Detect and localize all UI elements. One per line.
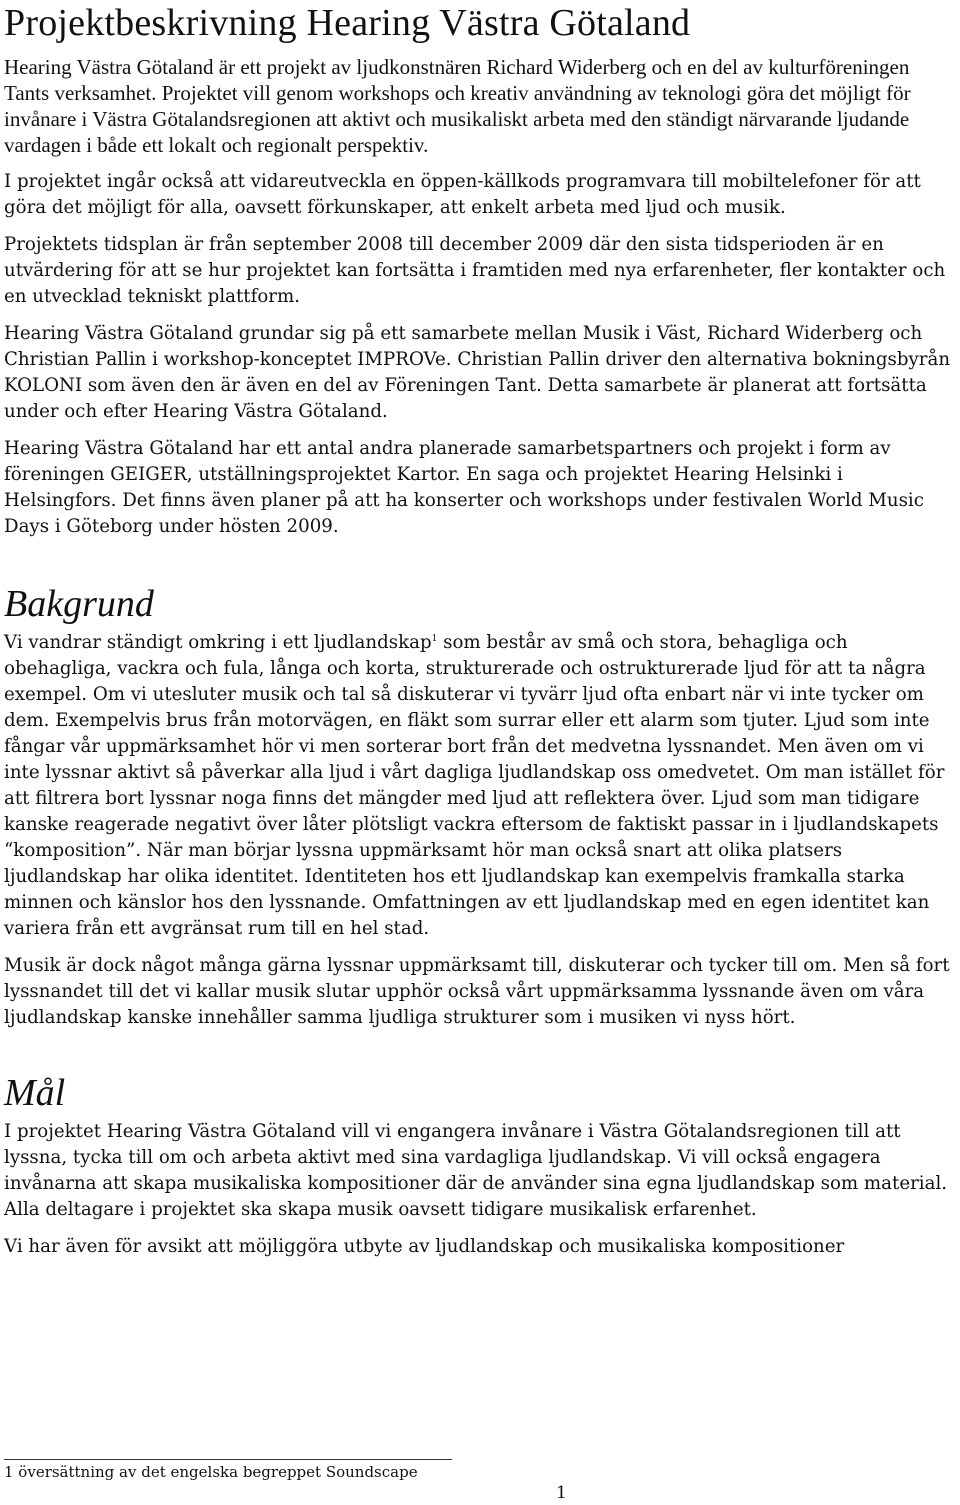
section-heading-bakgrund: Bakgrund [4, 583, 154, 625]
bakgrund-paragraph-1 [4, 630, 956, 942]
paragraph-timeline: Projektets tidsplan är från september 2008 till december 2009 där den sista tidsperioden är en utvärdering för att se hur projektet kan fortsätta i framtiden med nya erfarenheter, fler kontakter och en utvecklad tekniskt plattform. [4, 234, 946, 307]
bakgrund-p1-start: Vi vandrar ständigt omkring i ett ljudlandskap [4, 632, 432, 653]
section-heading-mal: Mål [4, 1072, 66, 1114]
page-number: 1 [556, 1483, 567, 1503]
paragraph-collaboration: Hearing Västra Götaland grundar sig på ett samarbete mellan Musik i Väst, Richard Widerberg och Christian Pallin i workshop-konceptet IMPROVe. Christian Pallin driver den alternativa bokningsbyrån KOLONI som även den är även en del av Föreningen Tant. Detta samarbete är planerat att fortsätta under och efter Hearing Västra Götaland. [4, 323, 951, 422]
document-page [4, 0, 956, 1260]
footnote-separator [4, 1459, 452, 1460]
mal-paragraph-2: Vi har även för avsikt att möjliggöra utbyte av ljudlandskap och musikaliska kompositioner [4, 1236, 845, 1257]
bakgrund-paragraph-2: Musik är dock något många gärna lyssnar uppmärksamt till, diskuterar och tycker till om. Men så fort lyssnandet till det vi kallar musik slutar upphör också vårt uppmärksamma lyssnande även om våra ljudlandskap kanske innehåller samma ljudliga strukturer som i musiken vi nyss hört. [4, 955, 950, 1028]
bakgrund-p1-rest: som består av små och stora, behagliga och obehagliga, vackra och fula, långa och korta, strukturerade och ostrukturerade ljud för att ta några exempel. Om vi utesluter musik och tal så diskuterar vi tyvärr ljud ofta enbart när vi inte tycker om dem. Exempelvis brus från motorvägen, en fläkt som surrar eller ett alarm som tjuter. Ljud som inte fångar vår uppmärksamhet hör vi men sorterar bort från det medvetna lyssnandet. Men även om vi inte lyssnar aktivt så påverkar alla ljud i vårt dagliga ljudlandskap oss omedvetet. Om man istället för att filtrera bort lyssnar noga finns det mängder med ljud att reflektera över. Ljud som man tidigare kanske reagerade negativt över låter plötsligt vackra eftersom de faktiskt passar in i ljudlandskapets “komposition”. När man börjar lyssna uppmärksamt hör man också snart att olika platsers ljudlandskap har olika identitet. Identiteten hos ett ljudlandskap kan exempelvis framkalla starka minnen och känslor hos den lyssnande. Omfattningen av ett ljudlandskap med en egen identitet kan variera från ett avgränsat rum till en hel stad. [4, 632, 945, 939]
footnote: 1 översättning av det engelska begreppet Soundscape [4, 1463, 418, 1481]
mal-paragraph-1: I projektet Hearing Västra Götaland vill vi engangera invånare i Västra Götalandsregionen till att lyssna, tycka till om och arbeta aktivt med sina vardagliga ljudlandskap. Vi vill också engagera invånarna att skapa musikaliska kompositioner där de använder sina egna ljudlandskap som material. Alla deltagare i projektet ska skapa musik oavsett tidigare musikalisk erfarenhet. [4, 1121, 948, 1220]
intro-paragraph: Hearing Västra Götaland är ett projekt av ljudkonstnären Richard Widerberg och en del av kulturföreningen Tants verksamhet. Projektet vill genom workshops och kreativ användning av teknologi göra det möjligt för invånare i Västra Götalandsregionen att aktivt och musikaliskt arbeta med den ständigt närvarande ljudande vardagen i både ett lokalt och regionalt perspektiv. [4, 55, 911, 157]
paragraph-partners: Hearing Västra Götaland har ett antal andra planerade samarbetspartners och projekt i form av föreningen GEIGER, utställningsprojektet Kartor. En saga och projektet Hearing Helsinki i Helsingfors. Det finns även planer på att ha konserter och workshops under festivalen World Music Days i Göteborg under hösten 2009. [4, 438, 924, 537]
footnote-reference: 1 [431, 633, 438, 644]
document-title: Projektbeskrivning Hearing Västra Götaland [4, 2, 691, 44]
paragraph-software: I projektet ingår också att vidareutveckla en öppen-källkods programvara till mobiltelefoner för att göra det möjligt för alla, oavsett förkunskaper, att enkelt arbeta med ljud och musik. [4, 171, 921, 218]
